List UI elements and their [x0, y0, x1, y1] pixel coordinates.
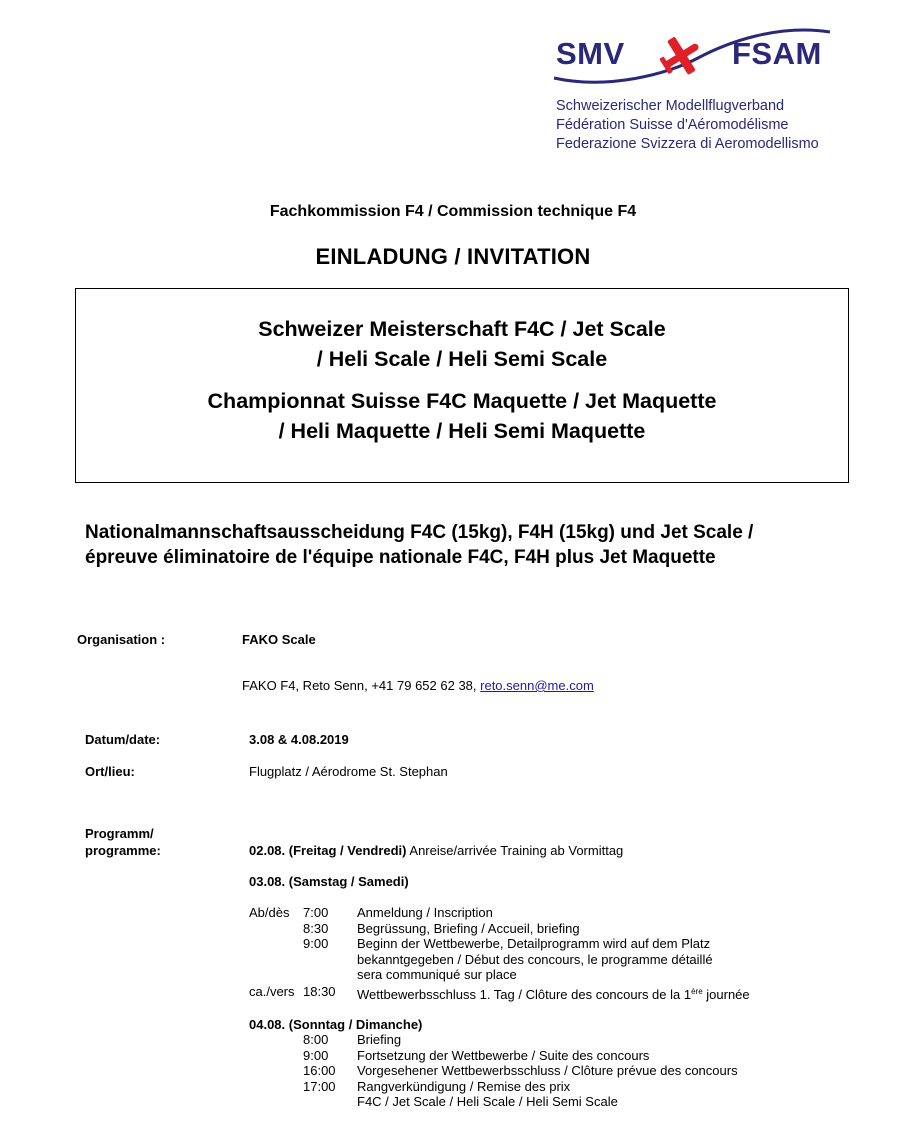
schedule-time: 9:00 [303, 1047, 329, 1063]
title-line-4: / Heli Maquette / Heli Semi Maquette [278, 419, 646, 443]
championship-title-box [75, 288, 849, 483]
commission-heading: Fachkommission F4 / Commission technique F4 [269, 203, 637, 220]
schedule-time: 8:30 [303, 920, 329, 936]
schedule-prefix: ca./vers [249, 984, 295, 999]
day1-text: Anreise/arrivée Training ab Vormittag [406, 843, 624, 858]
national-team-heading: Nationalmannschaftsausscheidung F4C (15kg), F4H (15kg) und Jet Scale / épreuve éliminatoire de l'équipe nationale F4C, F4H plus Jet Maquette [85, 522, 754, 568]
date-value: 3.08 & 4.08.2019 [249, 732, 349, 747]
programme-label-1: Programm/ [85, 826, 154, 841]
schedule-item: Rangverkündigung / Remise des prix [357, 1078, 571, 1094]
day2-schedule [249, 905, 809, 1005]
schedule-time: 16:00 [303, 1063, 336, 1078]
organisation-value: FAKO Scale [242, 632, 316, 647]
invitation-heading: EINLADUNG / INVITATION [315, 244, 591, 269]
logo-smv: SMV [556, 36, 625, 71]
schedule-time: 8:00 [303, 1032, 329, 1047]
schedule-item: Beginn der Wettbewerbe, Detailprogramm wird auf dem Platz [357, 936, 711, 951]
schedule-time: 9:00 [303, 936, 329, 951]
day3-heading: 04.08. (Sonntag / Dimanche) [249, 1017, 423, 1032]
schedule-item: sera communiqué sur place [357, 967, 517, 982]
title-line-3: Championnat Suisse F4C Maquette / Jet Maquette [207, 389, 717, 413]
day2-heading: 03.08. (Samstag / Samedi) [249, 874, 409, 889]
schedule-item: F4C / Jet Scale / Heli Scale / Heli Semi Scale [357, 1094, 618, 1109]
title-line-2: / Heli Scale / Heli Semi Scale [316, 347, 608, 371]
title-line-1: Schweizer Meisterschaft F4C / Jet Scale [258, 317, 666, 341]
place-label: Ort/lieu: [85, 764, 135, 779]
organisation-label: Organisation : [77, 632, 166, 647]
email-link[interactable]: reto.senn@me.com [480, 678, 594, 693]
organisation-contact [242, 678, 594, 693]
federation-logo [548, 22, 838, 162]
schedule-item: Briefing [357, 1032, 402, 1047]
schedule-time: 7:00 [303, 905, 329, 920]
place-value: Flugplatz / Aérodrome St. Stephan [249, 764, 448, 779]
date-label: Datum/date: [85, 732, 161, 747]
schedule-item: Begrüssung, Briefing / Accueil, briefing [357, 920, 580, 936]
schedule-time: 17:00 [303, 1078, 336, 1094]
contact-text: FAKO F4, Reto Senn, +41 79 652 62 38, [242, 678, 481, 693]
schedule-item: bekanntgegeben / Début des concours, le programme détaillé [357, 951, 713, 967]
day1-date: 02.08. (Freitag / Vendredi) [249, 843, 407, 858]
schedule-item: Vorgesehener Wettbewerbsschluss / Clôture prévue des concours [357, 1063, 738, 1078]
schedule-item: Wettbewerbsschluss 1. Tag / Clôture des concours de la 1ère journée [357, 987, 750, 1002]
logo-line-it: Federazione Svizzera di Aeromodellismo [556, 136, 819, 152]
logo-line-fr: Fédération Suisse d'Aéromodélisme [556, 117, 789, 133]
schedule-time: 18:30 [303, 984, 336, 999]
schedule-prefix: Ab/dès [249, 905, 290, 920]
logo-line-de: Schweizerischer Modellflugverband [556, 98, 785, 114]
logo-fsam: FSAM [732, 36, 822, 71]
airplane-swoosh-icon [548, 22, 838, 92]
day3-schedule [249, 1032, 809, 1112]
programme-label-2: programme: [85, 843, 161, 858]
day1-row [249, 843, 623, 858]
schedule-item: Anmeldung / Inscription [357, 905, 493, 920]
schedule-item: Fortsetzung der Wettbewerbe / Suite des concours [357, 1047, 650, 1063]
